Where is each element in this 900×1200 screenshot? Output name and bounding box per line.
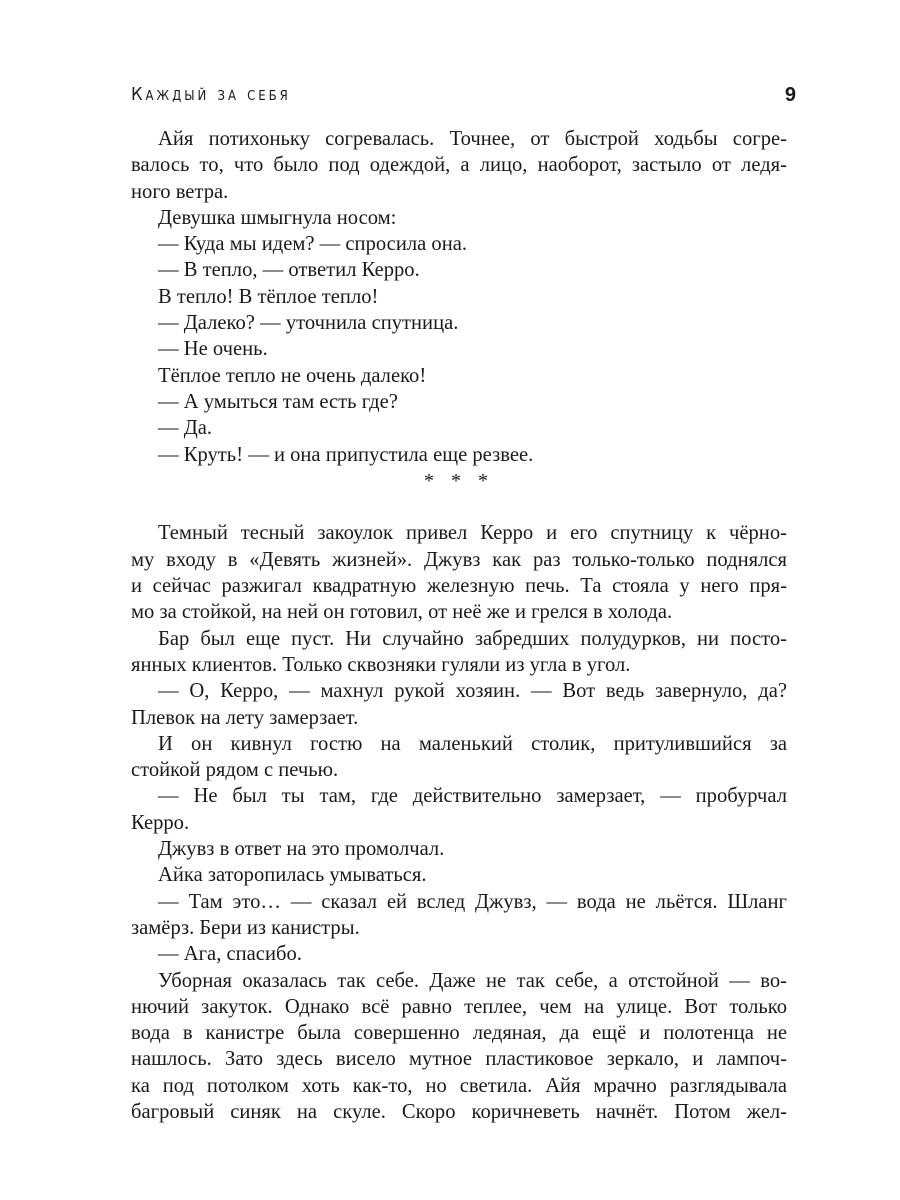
text-line: Плевок на лету замерзает. <box>131 706 359 729</box>
text-line: — Не был ты там, где действительно замерзает, — пробурчал <box>158 785 787 808</box>
text-line: — А умыться там есть где? <box>158 390 398 413</box>
text-line: валось то, что было под одеждой, а лицо, наоборот, застыло от ледя- <box>131 154 787 177</box>
text-line: Тёплое тепло не очень далеко! <box>158 364 427 387</box>
text-line: Айя потихоньку согревалась. Точнее, от быстрой ходьбы согре- <box>158 128 787 150</box>
text-line: Джувз в ответ на это промолчал. <box>158 838 445 861</box>
text-line: — О, Керро, — махнул рукой хозяин. — Вот ведь завернуло, да? <box>158 680 787 703</box>
text-line: Айка заторопилась умываться. <box>158 864 427 887</box>
text-line: и сейчас разжигал квадратную железную печь. Та стояла у него пря- <box>131 575 787 598</box>
text-line: — Круть! — и она припустила еще резвее. <box>158 443 534 466</box>
text-line: — Там это… — сказал ей вслед Джувз, — вода не льётся. Шланг <box>158 890 787 913</box>
text-line: мо за стойкой, на ней он готовил, от неё же и грелся в холода. <box>131 601 673 624</box>
running-title: Каждый за себя <box>131 84 291 105</box>
text-line: — Не очень. <box>158 338 268 361</box>
text-line: — Далеко? — уточнила спутница. <box>158 312 459 335</box>
text-line: И он кивнул гостю на маленький столик, притулившийся за <box>158 732 787 755</box>
text-line: — В тепло, — ответил Керро. <box>158 259 420 282</box>
text-line: нашлось. Зато здесь висело мутное пластиковое зеркало, и лампоч- <box>131 1048 787 1071</box>
text-line: Керро. <box>131 811 190 834</box>
body-text <box>131 126 787 1125</box>
text-line: — Куда мы идем? — спросила она. <box>158 233 468 256</box>
text-line: В тепло! В тёплое тепло! <box>158 285 379 308</box>
text-line: Темный тесный закоулок привел Керро и его спутницу к чёрно- <box>158 522 787 545</box>
text-line: ного ветра. <box>131 180 229 203</box>
text-line: янных клиентов. Только сквозняки гуляли из угла в угол. <box>131 653 631 676</box>
section-separator: * * * <box>424 469 494 492</box>
text-line: Девушка шмыгнула носом: <box>158 206 397 229</box>
text-line: Уборная оказалась так себе. Даже не так себе, а отстойной — во- <box>158 969 787 992</box>
text-line: стойкой рядом с печью. <box>131 759 339 782</box>
text-line: вода в канистре была совершенно ледяная, да ещё и полотенца не <box>131 1022 787 1045</box>
text-line: замёрз. Бери из канистры. <box>131 916 360 939</box>
text-line: Бар был еще пуст. Ни случайно забредших полудурков, ни посто- <box>158 627 787 650</box>
text-line: багровый синяк на скуле. Скоро коричневеть начнёт. Потом жел- <box>131 1100 787 1123</box>
text-line: — Да. <box>158 417 213 440</box>
section-gap <box>131 494 787 520</box>
text-line: ка под потолком хоть как-то, но светила. Айя мрачно разглядывала <box>131 1074 787 1097</box>
text-line: му входу в «Девять жизней». Джувз как раз только-только поднялся <box>131 548 787 571</box>
page-number: 9 <box>784 84 796 106</box>
text-line: нючий закуток. Однако всё равно теплее, чем на улице. Вот только <box>131 995 787 1018</box>
text-line: — Ага, спасибо. <box>158 943 302 966</box>
